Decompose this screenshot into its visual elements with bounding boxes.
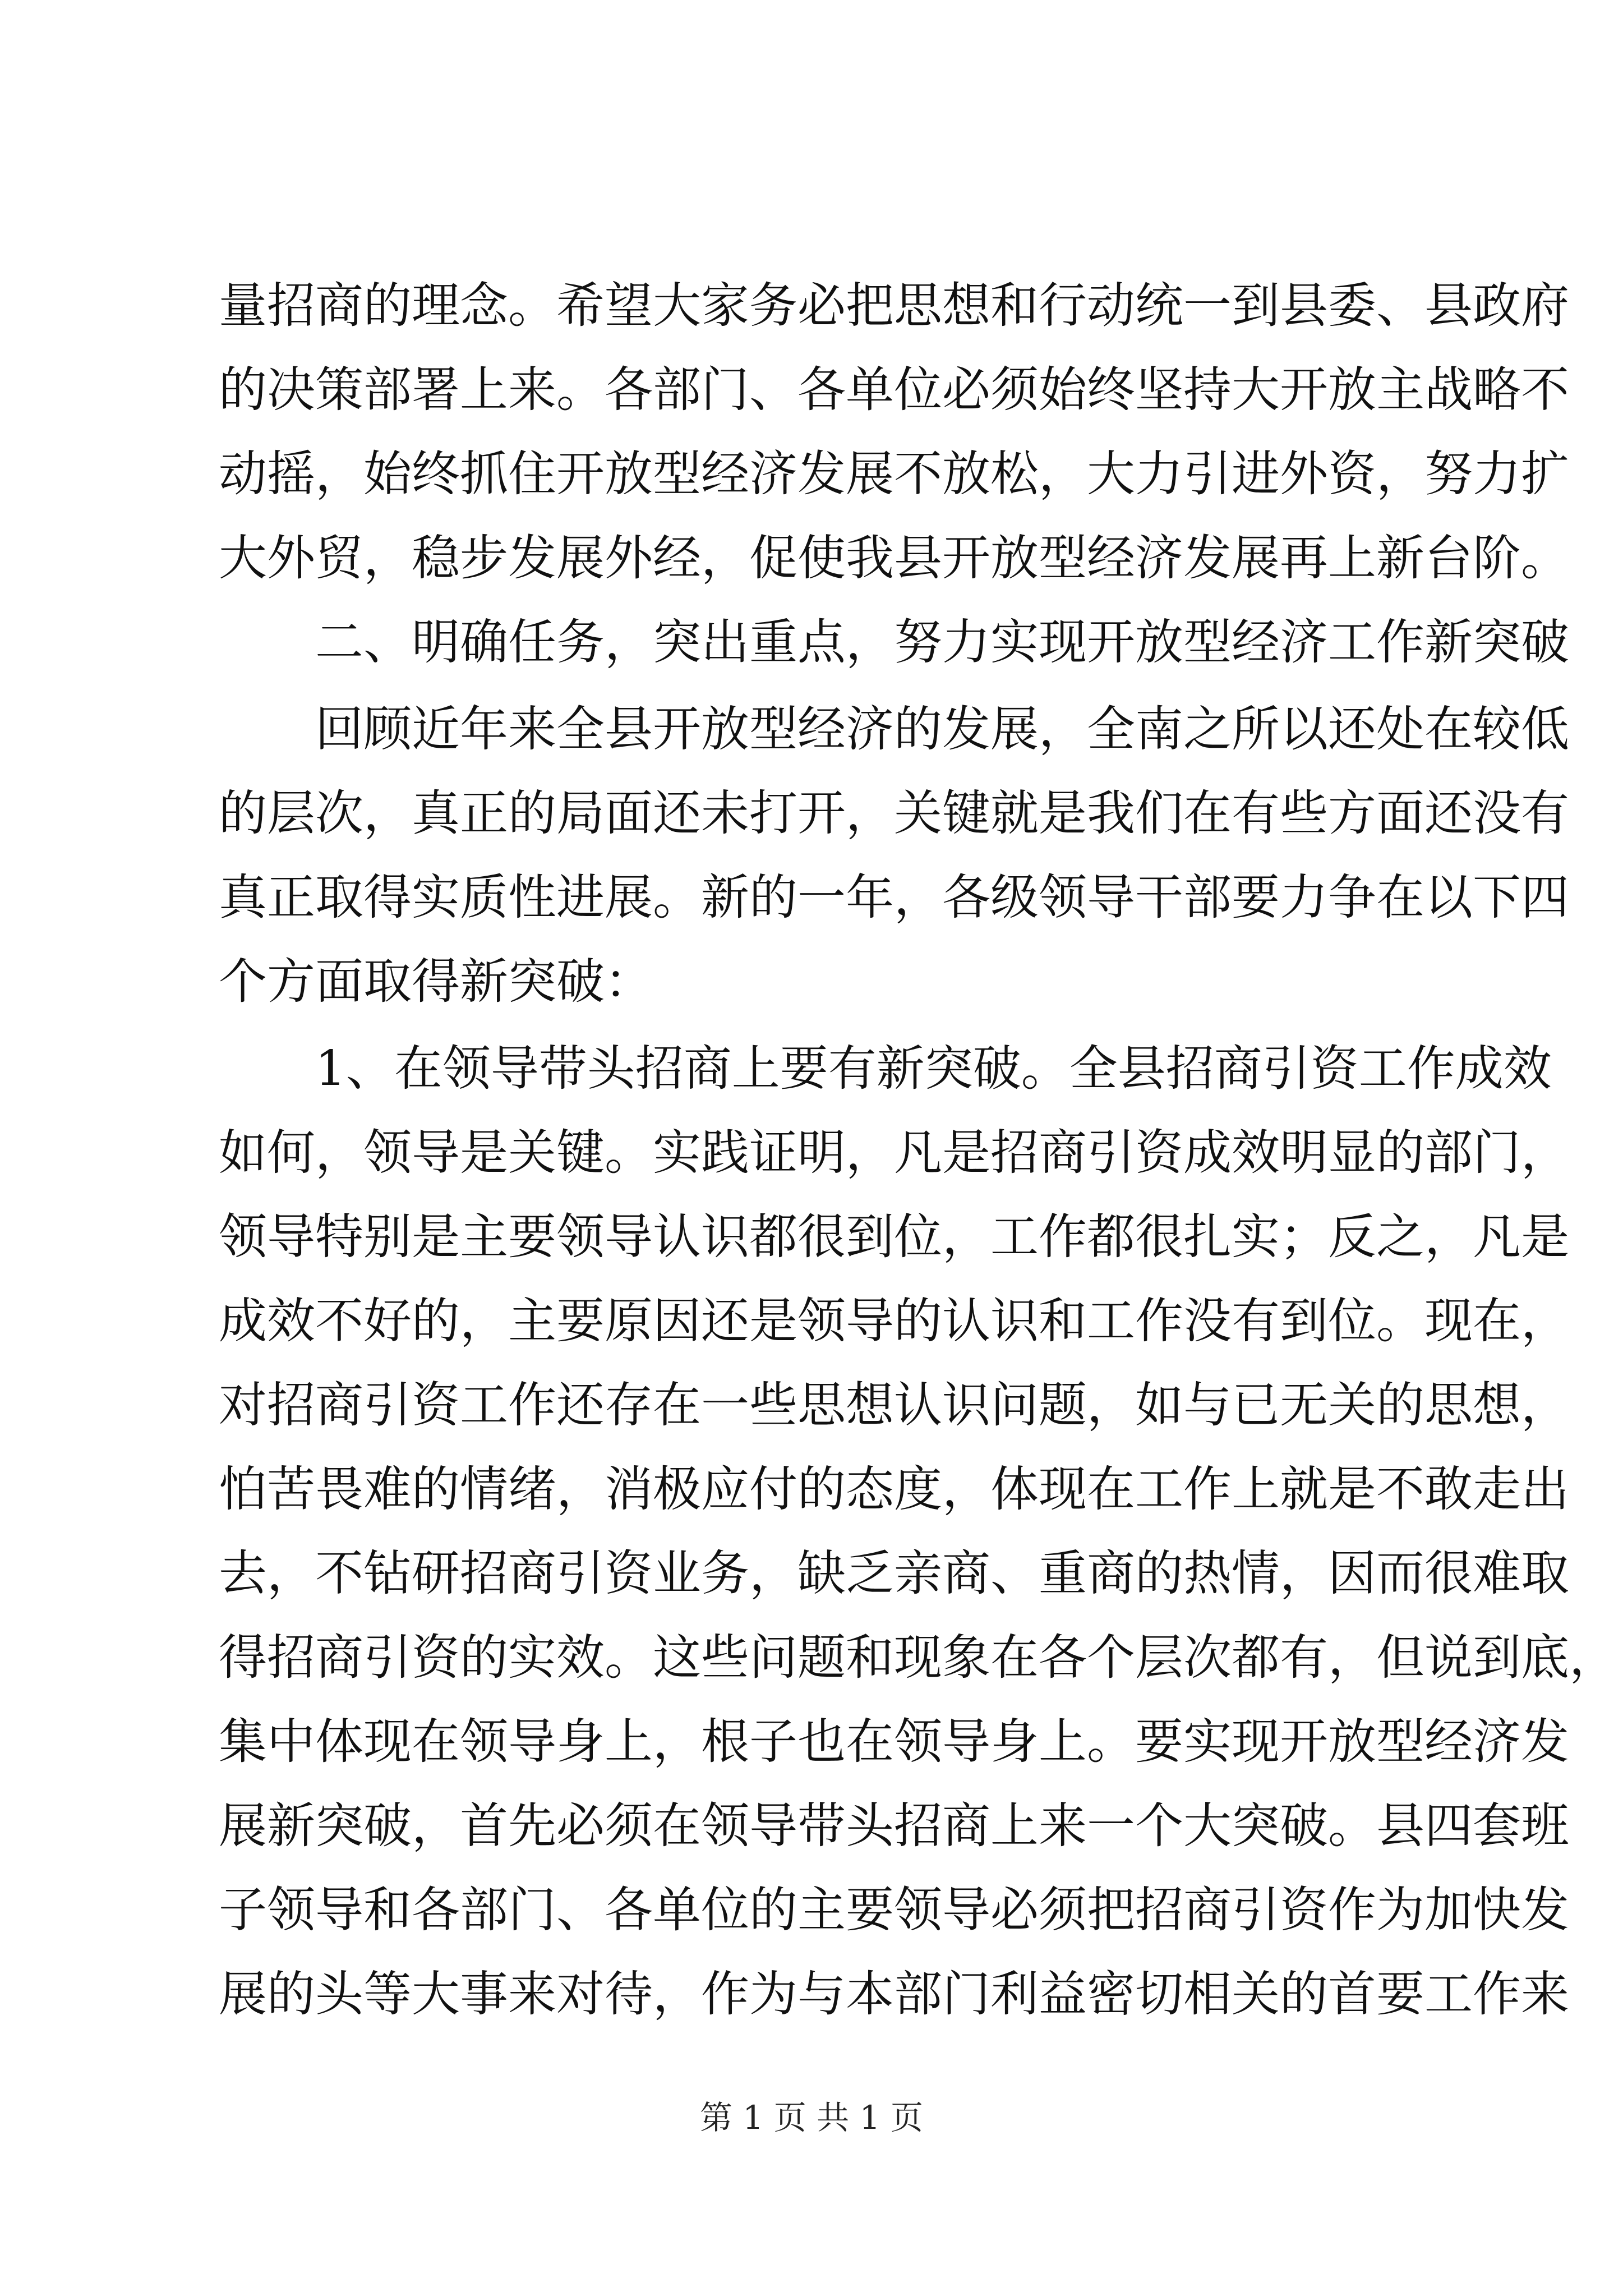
text-line: 展新突破，首先必须在领导带头招商上来一个大突破。县四套班	[219, 1798, 1569, 1854]
text-line: 领导特别是主要领导认识都很到位，工作都很扎实；反之，凡是	[219, 1209, 1569, 1265]
paragraph-first-line: 回顾近年来全县开放型经济的发展，全南之所以还处在较低	[315, 701, 1569, 757]
text-line: 真正取得实质性进展。新的一年，各级领导干部要力争在以下四	[219, 869, 1569, 926]
text-line: 动摇，始终抓住开放型经济发展不放松，大力引进外资，努力扩	[219, 446, 1569, 502]
text-line: 集中体现在领导身上，根子也在领导身上。要实现开放型经济发	[219, 1714, 1569, 1770]
text-line: 如何，领导是关键。实践证明，凡是招商引资成效明显的部门，	[219, 1125, 1569, 1181]
text-line: 子领导和各部门、各单位的主要领导必须把招商引资作为加快发	[219, 1882, 1569, 1938]
text-line: 展的头等大事来对待，作为与本部门利益密切相关的首要工作来	[219, 1966, 1569, 2022]
text-line: 的层次，真正的局面还未打开，关键就是我们在有些方面还没有	[219, 785, 1569, 841]
text-line: 得招商引资的实效。这些问题和现象在各个层次都有，但说到底，	[219, 1630, 1617, 1686]
text-line: 怕苦畏难的情绪，消极应付的态度，体现在工作上就是不敢走出	[219, 1461, 1569, 1517]
paragraph-first-line: 1、在领导带头招商上要有新突破。全县招商引资工作成效	[315, 1041, 1552, 1097]
page-footer: 第 1 页 共 1 页	[700, 2099, 923, 2137]
text-line: 成效不好的，主要原因还是领导的认识和工作没有到位。现在，	[219, 1293, 1569, 1349]
text-line: 去，不钻研招商引资业务，缺乏亲商、重商的热情，因而很难取	[219, 1545, 1569, 1602]
text-line: 量招商的理念。希望大家务必把思想和行动统一到县委、县政府	[219, 278, 1569, 334]
text-line: 的决策部署上来。各部门、各单位必须始终坚持大开放主战略不	[219, 362, 1569, 418]
text-line: 个方面取得新突破：	[219, 954, 653, 1010]
text-line: 对招商引资工作还存在一些思想认识问题，如与已无关的思想，	[219, 1377, 1569, 1433]
section-heading: 二、明确任务，突出重点，努力实现开放型经济工作新突破	[315, 614, 1569, 670]
text-line: 大外贸，稳步发展外经，促使我县开放型经济发展再上新台阶。	[219, 530, 1569, 586]
